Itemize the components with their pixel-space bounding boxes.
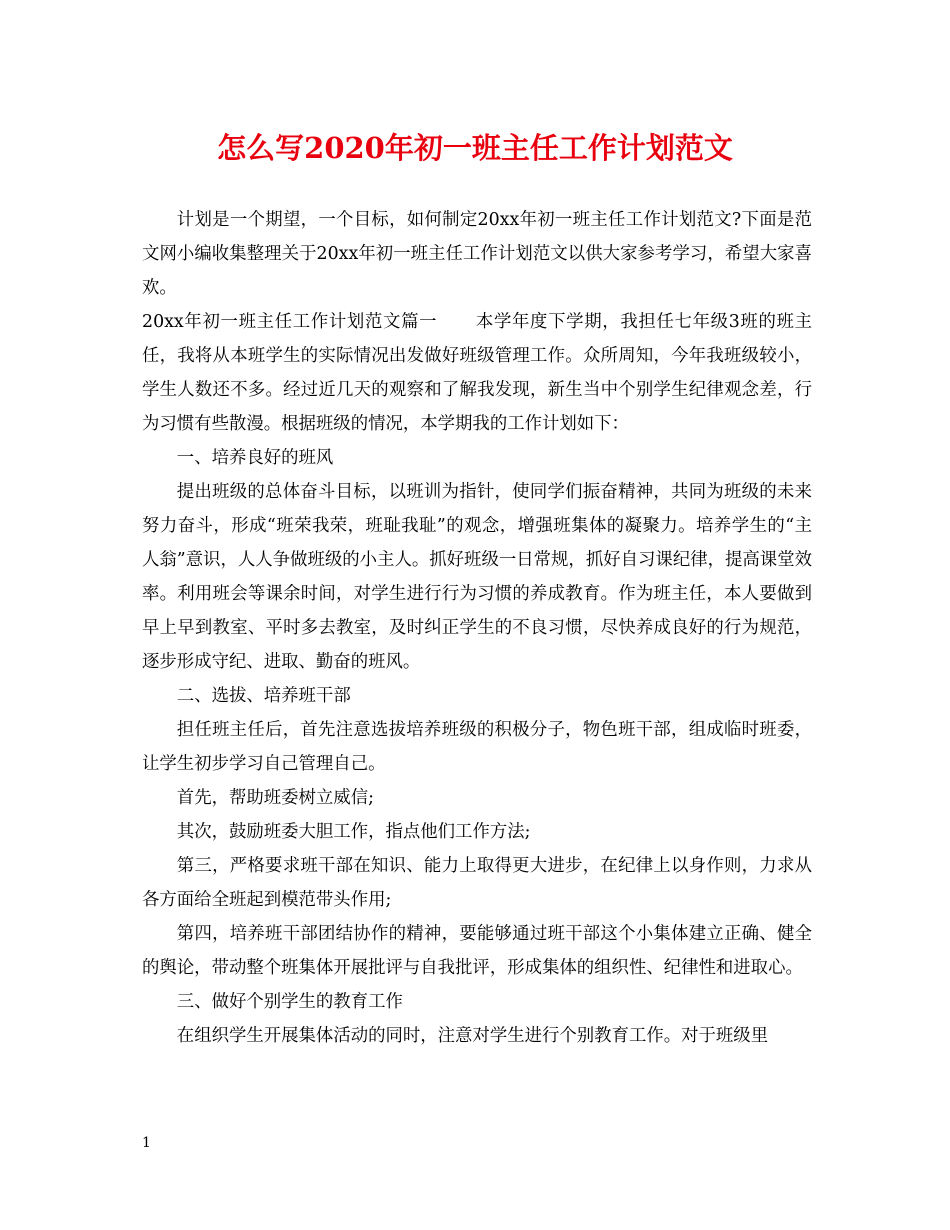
piece-heading: 20xx年初一班主任工作计划范文篇一 (142, 312, 438, 332)
section-2-point-4: 第四，培养班干部团结协作的精神，要能够通过班干部这个小集体建立正确、健全的舆论，带动整个班集体开展批评与自我批评，形成集体的组织性、纪律性和进取心。 (142, 924, 812, 978)
section-body-1: 提出班级的总体奋斗目标，以班训为指针，使同学们振奋精神，共同为班级的未来努力奋斗，形成“班荣我荣，班耻我耻”的观念，增强班集体的凝聚力。培养学生的“主人翁”意识，人人争做班级的小主人。抓好班级一日常规，抓好自习课纪律，提高课堂效率。利用班会等课余时间，对学生进行行为习惯的养成教育。作为班主任，本人要做到早上早到教室、平时多去教室，及时纠正学生的不良习惯，尽快养成良好的行为规范，逐步形成守纪、进取、勤奋的班风。 (142, 482, 812, 672)
section-body-3: 在组织学生开展集体活动的同时，注意对学生进行个别教育工作。对于班级里 (176, 1026, 769, 1046)
page-number: 1 (142, 1135, 151, 1151)
piece-opening: 本学年度下学期，我担任七年级3班的班主任，我将从本班学生的实际情况出发做好班级管理工作。众所周知，今年我班级较小，学生人数还不多。经过近几天的观察和了解我发现，新生当中个别学生纪律观念差，行为习惯有些散漫。根据班级的情况，本学期我的工作计划如下： (142, 312, 812, 434)
intro-paragraph: 计划是一个期望，一个目标，如何制定20xx年初一班主任工作计划范文?下面是范文网小编收集整理关于20xx年初一班主任工作计划范文以供大家参考学习，希望大家喜欢。 (142, 210, 812, 298)
section-2-point-2: 其次，鼓励班委大胆工作，指点他们工作方法; (176, 822, 531, 842)
section-heading-3: 三、做好个别学生的教育工作 (176, 992, 403, 1012)
section-body-2: 担任班主任后，首先注意选拔培养班级的积极分子，物色班干部，组成临时班委，让学生初步学习自己管理自己。 (142, 720, 812, 774)
section-2-point-3: 第三，严格要求班干部在知识、能力上取得更大进步，在纪律上以身作则，力求从各方面给全班起到模范带头作用; (142, 856, 812, 910)
piece-paragraph (142, 305, 812, 441)
section-heading-1: 一、培养良好的班风 (176, 448, 334, 468)
document-body (142, 203, 812, 1053)
page-title: 怎么写2020年初一班主任工作计划范文 (217, 131, 733, 165)
section-2-point-1: 首先，帮助班委树立威信; (176, 788, 374, 808)
section-heading-2: 二、选拔、培养班干部 (176, 686, 351, 706)
